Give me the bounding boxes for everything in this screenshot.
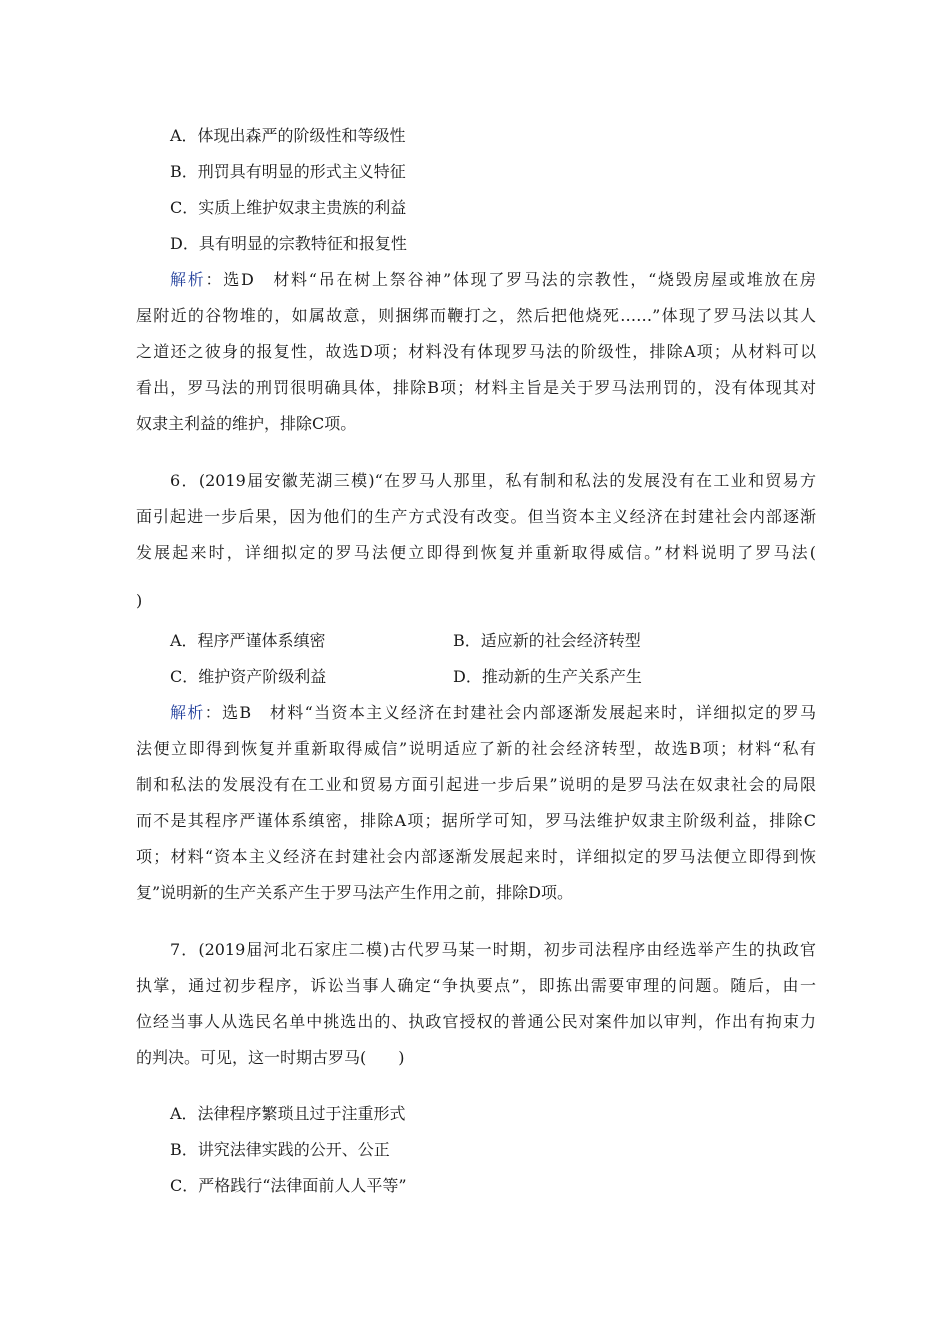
q7-option-a: A．法律程序繁琐且过于注重形式 [170, 1104, 406, 1123]
q7-stem-line-1: 7．(2019届河北石家庄二模)古代罗马某一时期，初步司法程序由经选举产生的执政官 [170, 940, 816, 959]
q6-option-d: D．推动新的生产关系产生 [453, 667, 642, 686]
analysis-tag: 解析 [170, 703, 205, 722]
q6-analysis-line-3: 制和私法的发展没有在工业和贸易方面引起进一步后果”说明的是罗马法在奴隶社会的局限 [136, 775, 816, 794]
q6-stem-line-4: ) [136, 591, 143, 610]
q6-analysis-line-4: 而不是其程序严谨体系缜密，排除A项；据所学可知，罗马法维护奴隶主阶级利益，排除C [136, 811, 816, 830]
q5-analysis-line-1: 解析：选D 材料“吊在树上祭谷神”体现了罗马法的宗教性，“烧毁房屋或堆放在房 [170, 270, 816, 289]
q6-stem-line-3: 发展起来时，详细拟定的罗马法便立即得到恢复并重新取得威信。”材料说明了罗马法( [136, 543, 816, 562]
q5-option-a: A．体现出森严的阶级性和等级性 [170, 126, 406, 145]
q6-option-b: B．适应新的社会经济转型 [453, 631, 641, 650]
q7-option-b: B．讲究法律实践的公开、公正 [170, 1140, 390, 1159]
q6-option-a: A．程序严谨体系缜密 [170, 631, 326, 650]
q6-analysis-line-5: 项；材料“资本主义经济在封建社会内部逐渐发展起来时，详细拟定的罗马法便立即得到恢 [136, 847, 816, 866]
q5-option-b: B．刑罚具有明显的形式主义特征 [170, 162, 406, 181]
q5-analysis-line-2: 屋附近的谷物堆的，如属故意，则捆绑而鞭打之，然后把他烧死……”体现了罗马法以其人 [136, 306, 816, 325]
q6-stem-line-2: 面引起进一步后果，因为他们的生产方式没有改变。但当资本主义经济在封建社会内部逐渐 [136, 507, 816, 526]
q7-option-c: C．严格践行“法律面前人人平等” [170, 1176, 407, 1195]
q6-analysis-line-1: 解析：选B 材料“当资本主义经济在封建社会内部逐渐发展起来时，详细拟定的罗马 [170, 703, 816, 722]
q5-analysis-line-3: 之道还之彼身的报复性，故选D项；材料没有体现罗马法的阶级性，排除A项；从材料可以 [136, 342, 816, 361]
q6-analysis-line-2: 法便立即得到恢复并重新取得威信”说明适应了新的社会经济转型，故选B项；材料“私有 [136, 739, 816, 758]
q6-analysis-line-6: 复”说明新的生产关系产生于罗马法产生作用之前，排除D项。 [136, 883, 574, 902]
q7-stem-line-3: 位经当事人从选民名单中挑选出的、执政官授权的普通公民对案件加以审判，作出有拘束力 [136, 1012, 816, 1031]
q5-analysis-line-5: 奴隶主利益的维护，排除C项。 [136, 414, 357, 433]
q6-option-c: C．维护资产阶级利益 [170, 667, 327, 686]
q5-analysis-line-4: 看出，罗马法的刑罚很明确具体，排除B项；材料主旨是关于罗马法刑罚的，没有体现其对 [136, 378, 816, 397]
q7-stem-line-4: 的判决。可见，这一时期古罗马( ) [136, 1048, 405, 1067]
q7-stem-line-2: 执掌，通过初步程序，诉讼当事人确定“争执要点”，即拣出需要审理的问题。随后，由一 [136, 976, 816, 995]
analysis-tag: 解析 [170, 270, 206, 289]
q5-option-d: D．具有明显的宗教特征和报复性 [170, 234, 407, 253]
q5-option-c: C．实质上维护奴隶主贵族的利益 [170, 198, 407, 217]
q6-stem-line-1: 6．(2019届安徽芜湖三模)“在罗马人那里，私有制和私法的发展没有在工业和贸易方 [170, 471, 816, 490]
